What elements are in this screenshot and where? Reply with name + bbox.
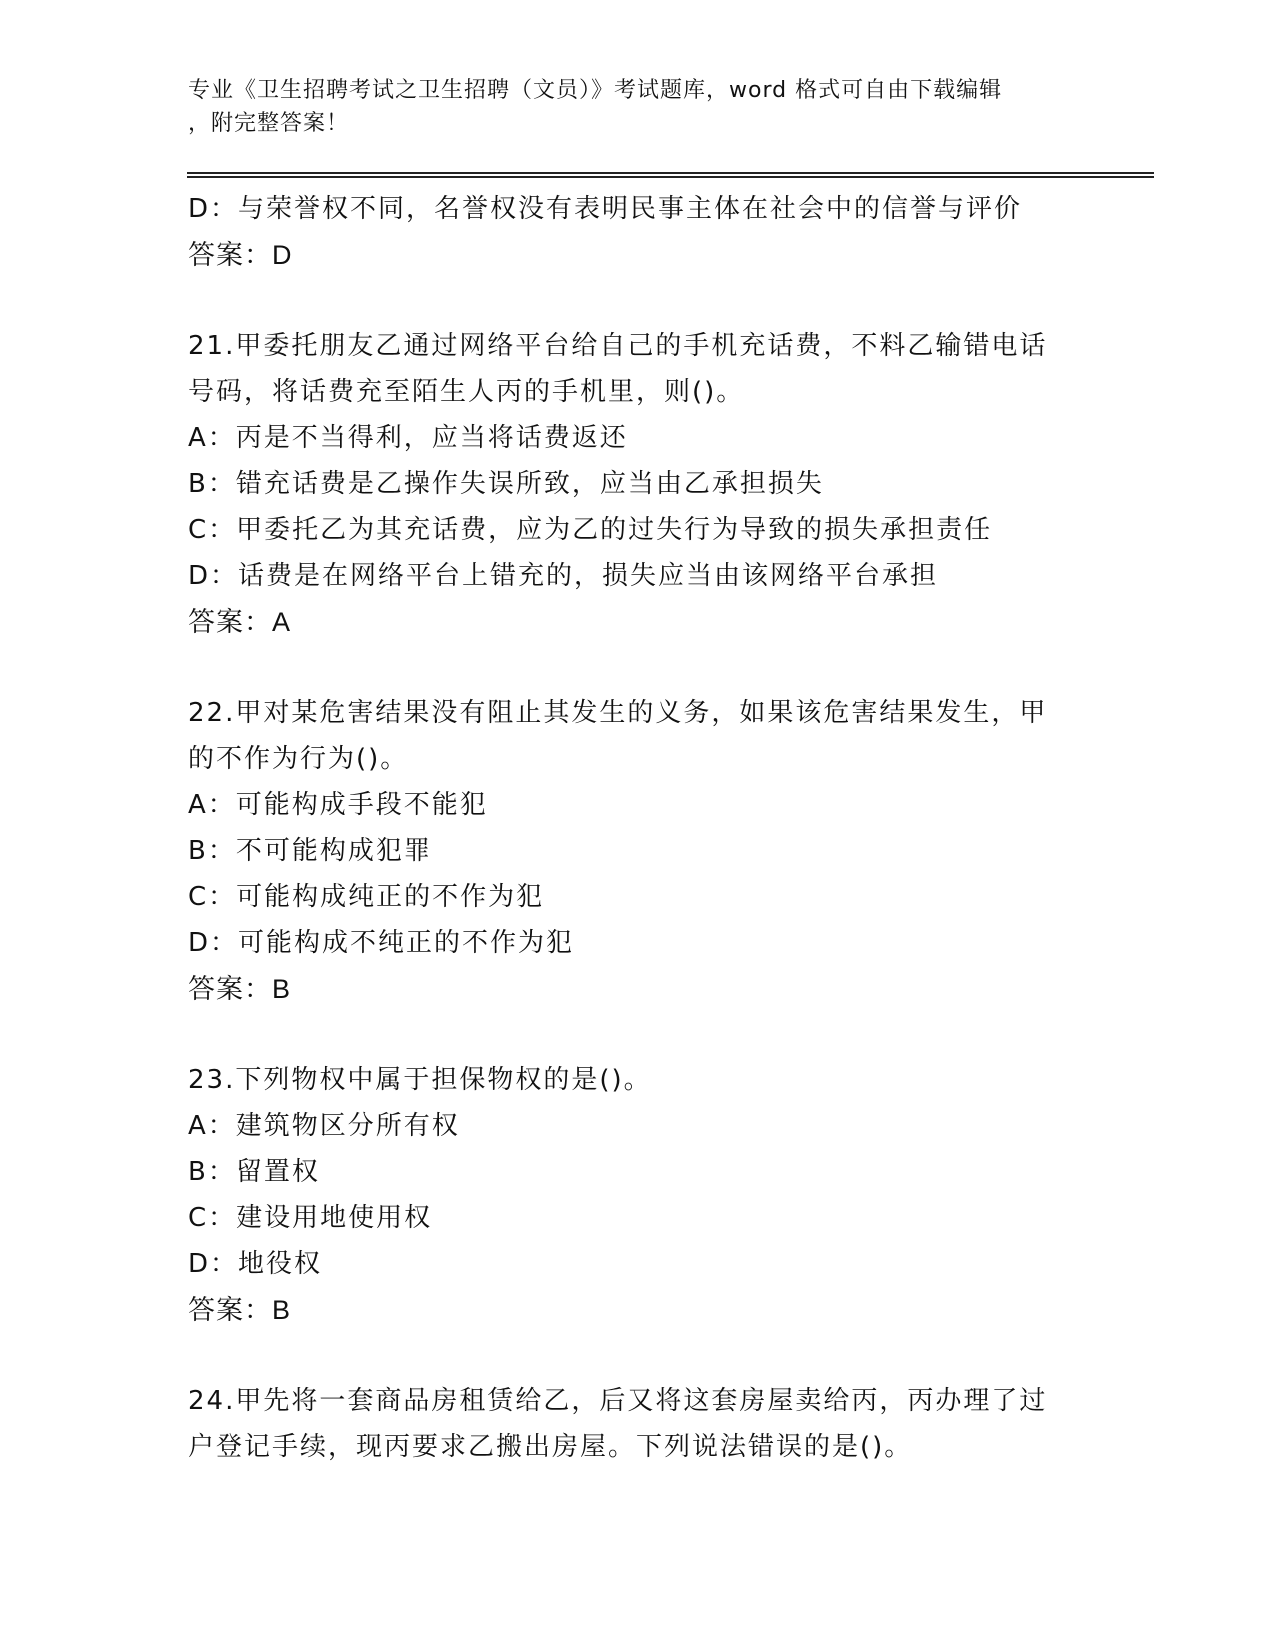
answer-line: 答案：B <box>188 974 292 1004</box>
header-rule-bottom <box>187 176 1154 178</box>
option-b: B：不可能构成犯罪 <box>188 836 432 866</box>
option-a: A：建筑物区分所有权 <box>188 1111 460 1141</box>
option-a: A：可能构成手段不能犯 <box>188 790 488 820</box>
question-24 <box>188 1378 1148 1470</box>
document-header <box>188 74 1088 140</box>
answer-line: 答案：D <box>188 240 293 270</box>
header-rule-top <box>187 172 1154 174</box>
question-stem-line-1: 24.甲先将一套商品房租赁给乙，后又将这套房屋卖给丙，丙办理了过 <box>188 1386 1048 1416</box>
option-d: D：可能构成不纯正的不作为犯 <box>188 928 575 958</box>
question-stem-line-2: 户登记手续，现丙要求乙搬出房屋。下列说法错误的是()。 <box>188 1432 913 1462</box>
option-d: D：与荣誉权不同，名誉权没有表明民事主体在社会中的信誉与评价 <box>188 194 1023 224</box>
option-b: B：错充话费是乙操作失误所致，应当由乙承担损失 <box>188 469 824 499</box>
option-c: C：甲委托乙为其充话费，应为乙的过失行为导致的损失承担责任 <box>188 515 993 545</box>
question-stem-line-1: 23.下列物权中属于担保物权的是()。 <box>188 1065 652 1095</box>
question-stem-line-1: 22.甲对某危害结果没有阻止其发生的义务，如果该危害结果发生，甲 <box>188 698 1048 728</box>
option-d: D：地役权 <box>188 1249 323 1279</box>
question-22 <box>188 690 1148 1012</box>
header-line-2: ，附完整答案！ <box>188 111 350 136</box>
question-stem-line-1: 21.甲委托朋友乙通过网络平台给自己的手机充话费，不料乙输错电话 <box>188 331 1048 361</box>
option-c: C：建设用地使用权 <box>188 1203 433 1233</box>
option-d: D：话费是在网络平台上错充的，损失应当由该网络平台承担 <box>188 561 939 591</box>
option-b: B：留置权 <box>188 1157 320 1187</box>
question-stem-line-2: 号码，将话费充至陌生人丙的手机里，则()。 <box>188 377 745 407</box>
answer-line: 答案：A <box>188 607 292 637</box>
question-21 <box>188 323 1148 645</box>
answer-line: 答案：B <box>188 1295 292 1325</box>
question-23 <box>188 1057 1148 1333</box>
question-stem-line-2: 的不作为行为()。 <box>188 744 409 774</box>
header-line-1: 专业《卫生招聘考试之卫生招聘（文员）》考试题库，word 格式可自由下载编辑 <box>188 78 1003 103</box>
document-body <box>188 186 1148 1470</box>
previous-question-tail <box>188 186 1148 278</box>
option-a: A：丙是不当得利，应当将话费返还 <box>188 423 628 453</box>
option-c: C：可能构成纯正的不作为犯 <box>188 882 545 912</box>
